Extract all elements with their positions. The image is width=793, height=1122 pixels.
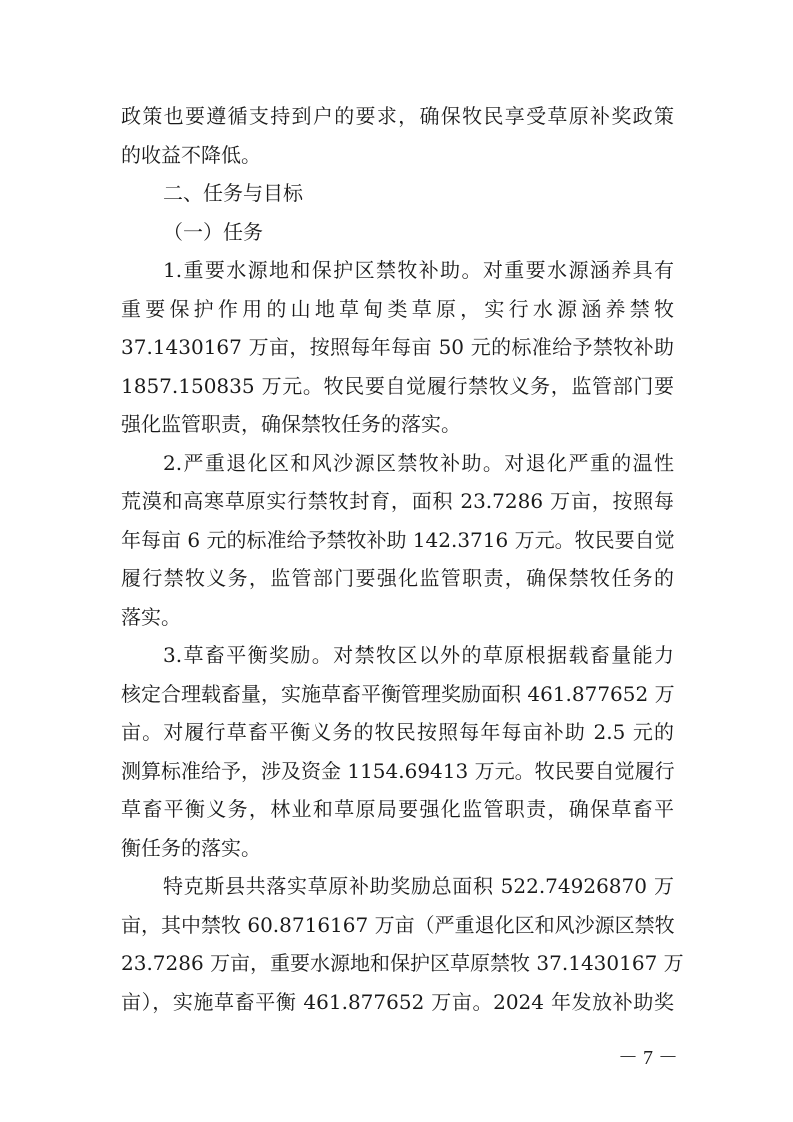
text-line: 核定合理载畜量，实施草畜平衡管理奖励面积 461.877652 万: [121, 681, 675, 706]
text-line: 23.7286 万亩，重要水源地和保护区草原禁牧 37.1430167 万: [121, 951, 684, 975]
summary-paragraph: [121, 867, 684, 1021]
text-line: 政策也要遵循支持到户的要求，确保牧民享受草原补奖政策: [121, 104, 674, 128]
text-line: 1857.150835 万元。牧民要自觉履行禁牧义务，监管部门要: [121, 373, 674, 398]
text-line: 亩。对履行草畜平衡义务的牧民按照每年每亩补助 2.5 元的: [121, 720, 674, 744]
task-item-3: [121, 636, 674, 867]
text-line: 测算标准给予，涉及资金 1154.69413 万元。牧民要自觉履行: [121, 758, 675, 783]
text-line: 重要保护作用的山地草甸类草原，实行水源涵养禁牧: [121, 296, 674, 321]
text-line: 荒漠和高寒草原实行禁牧封育，面积 23.7286 万亩，按照每: [121, 489, 674, 513]
task-item-1: [121, 251, 674, 444]
intro-paragraph: [121, 97, 674, 174]
page-number: － 7 －: [618, 1047, 678, 1069]
text-line: 履行禁牧义务，监管部门要强化监管职责，确保禁牧任务的: [121, 566, 674, 590]
text-line: 草畜平衡义务，林业和草原局要强化监管职责，确保草畜平: [121, 797, 674, 821]
text-line: 的收益不降低。: [121, 142, 261, 167]
text-line: 衡任务的落实。: [121, 835, 261, 860]
task-item-2: [121, 444, 674, 637]
text-line: 亩，其中禁牧 60.8716167 万亩（严重退化区和风沙源区禁牧: [121, 912, 675, 937]
text-line: 落实。: [121, 604, 181, 629]
text-line: 特克斯县共落实草原补助奖励总面积 522.74926870 万: [163, 874, 674, 898]
text-line: 年每亩 6 元的标准给予禁牧补助 142.3716 万元。牧民要自觉: [121, 527, 675, 552]
text-line: 37.1430167 万亩，按照每年每亩 50 元的标准给予禁牧补助: [121, 335, 674, 359]
text-line: 亩），实施草畜平衡 461.877652 万亩。2024 年发放补助奖: [121, 989, 674, 1014]
document-body: [121, 97, 684, 1021]
text-line: 2.严重退化区和风沙源区禁牧补助。对退化严重的温性: [163, 450, 674, 475]
text-line: 1.重要水源地和保护区禁牧补助。对重要水源涵养具有: [163, 258, 674, 282]
section-heading: 二、任务与目标: [163, 181, 303, 205]
text-line: 3.草畜平衡奖励。对禁牧区以外的草原根据载畜量能力: [163, 643, 674, 667]
subsection-heading: （一）任务: [163, 219, 263, 244]
text-line: 强化监管职责，确保禁牧任务的落实。: [121, 412, 461, 436]
